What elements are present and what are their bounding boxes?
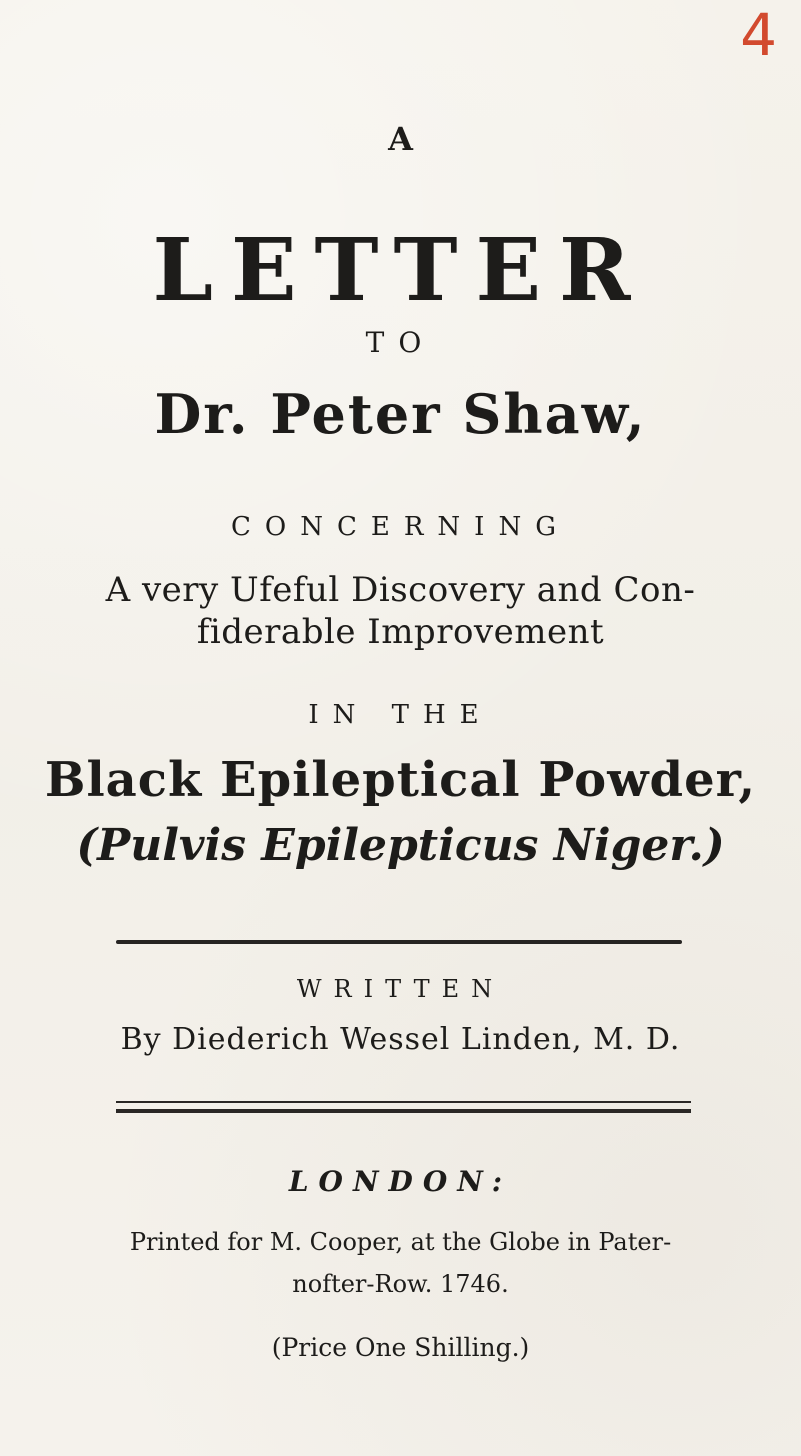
description-line-2: fiderable Improvement: [196, 612, 605, 652]
price-line: (Price One Shilling.): [271, 1333, 530, 1362]
written-line: WRITTEN: [296, 975, 505, 1003]
london-line: LONDON:: [288, 1165, 513, 1198]
description-line-1: A very Ufeful Discovery and Con-: [105, 570, 696, 610]
head-mark: A: [388, 120, 413, 158]
printed-line-1: Printed for M. Cooper, at the Globe in Pater-: [129, 1228, 672, 1256]
author-line: By Diederich Wessel Linden, M. D.: [120, 1022, 681, 1057]
divider-rule-2: [116, 1101, 691, 1103]
in-the-line: IN THE: [308, 700, 493, 730]
latin-line: (Pulvis Epilepticus Niger.): [76, 820, 725, 871]
title: LETTER: [152, 220, 649, 321]
recipient-name: Dr. Peter Shaw,: [154, 382, 647, 446]
printed-line-2: nofter-Row. 1746.: [292, 1270, 509, 1298]
page-annotation: 4: [740, 1, 777, 69]
concerning-line: CONCERNING: [231, 512, 570, 542]
divider-rule-1: [116, 940, 682, 944]
to-line: TO: [365, 326, 436, 359]
divider-rule-3: [116, 1109, 691, 1113]
powder-line: Black Epileptical Powder,: [44, 752, 757, 808]
